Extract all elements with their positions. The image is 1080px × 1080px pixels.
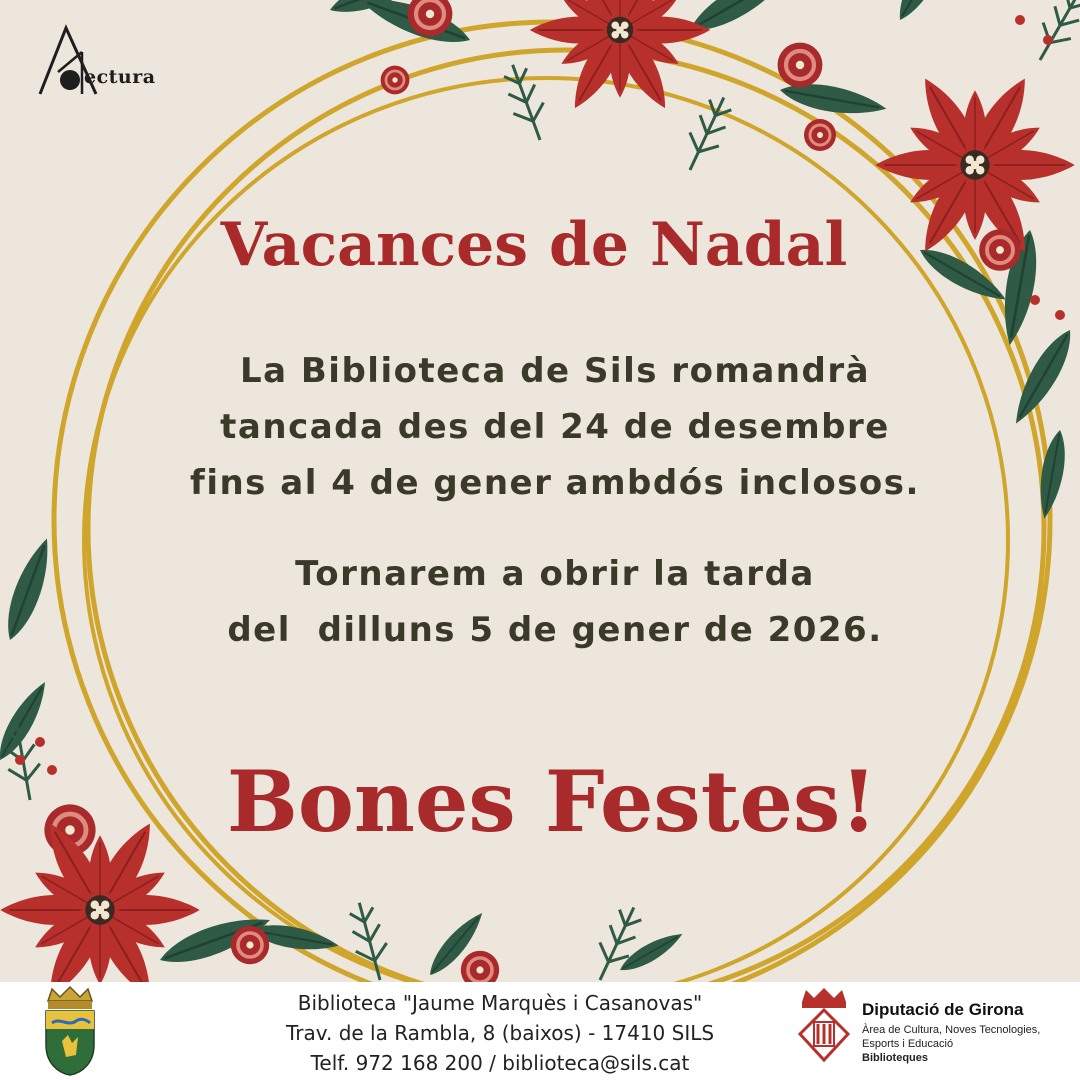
page-title: Vacances de Nadal <box>220 210 848 280</box>
sponsor-line: Biblioteques <box>862 1052 929 1064</box>
logo-text: ectura <box>84 66 156 88</box>
sponsor-name: Diputació de Girona <box>862 1000 1024 1019</box>
top-floral-cluster <box>326 0 960 177</box>
closure-paragraph <box>0 343 1080 511</box>
library-address: Trav. de la Rambla, 8 (baixos) - 17410 SILS <box>285 1021 715 1045</box>
reopening-line: del dilluns 5 de gener de 2026. <box>227 610 883 650</box>
library-contact: Telf. 972 168 200 / biblioteca@sils.cat <box>310 1051 690 1075</box>
reopening-line: Tornarem a obrir la tarda <box>295 554 815 594</box>
footer <box>0 982 1080 1080</box>
sponsor-line: Esports i Educació <box>862 1038 954 1050</box>
closure-line: fins al 4 de gener ambdós inclosos. <box>190 463 920 503</box>
library-contact-block <box>250 988 750 1078</box>
greeting-text: Bones Festes! <box>226 752 878 851</box>
diputacio-emblem-icon <box>796 988 852 1074</box>
library-name: Biblioteca "Jaume Marquès i Casanovas" <box>297 991 703 1015</box>
sponsor-line: Àrea de Cultura, Noves Tecnologies, <box>862 1024 1041 1036</box>
closure-line: tancada des del 24 de desembre <box>220 407 890 447</box>
closure-line: La Biblioteca de Sils romandrà <box>239 351 871 391</box>
bottom-sprigs <box>344 899 687 982</box>
reopening-paragraph <box>0 546 1080 658</box>
sils-crest-icon <box>38 985 102 1077</box>
lectura-logo-icon <box>36 22 186 102</box>
